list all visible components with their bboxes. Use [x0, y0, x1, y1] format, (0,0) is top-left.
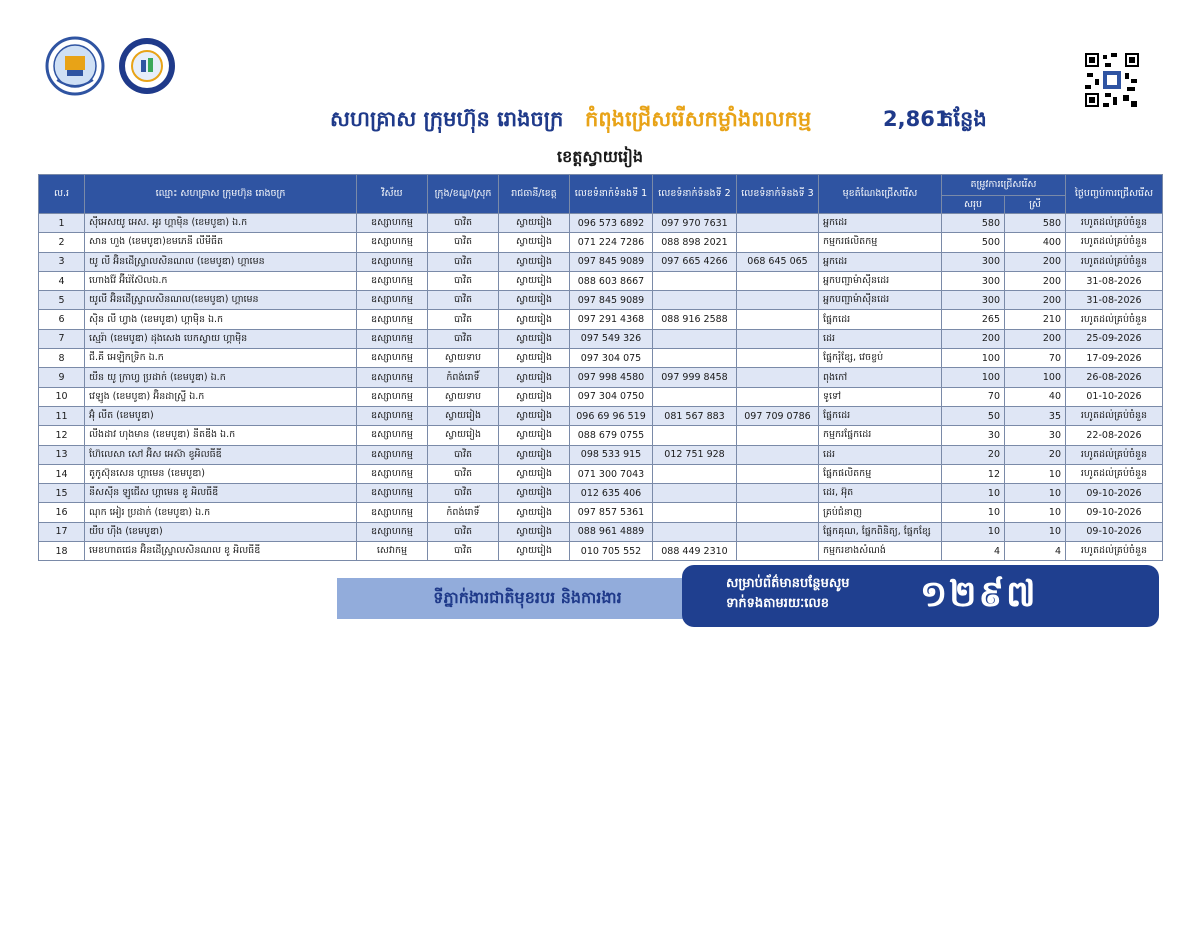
- cell-sector: ឧស្សាហកម្ម: [357, 464, 428, 483]
- cell-deadline: រហូតដល់គ្រប់ចំនួន: [1066, 542, 1163, 561]
- cell-phone2: [653, 522, 737, 541]
- title-main: សហគ្រាស ក្រុមហ៊ុន រោងចក្រ: [330, 107, 564, 131]
- cell-company: ហ៊ែលេសា សៅ អ៊ិស អេស៊ា ខូអិលធីឌី: [85, 445, 357, 464]
- col-header-district: ក្រុង/ខណ្ឌ/ស្រុក: [428, 175, 499, 214]
- cell-company: មេខហាតជេន អ៊ិនដើស្ទ្រាលសិនណល ខូ អិលធីឌី: [85, 542, 357, 561]
- cell-phone2: 097 970 7631: [653, 214, 737, 233]
- cell-phone2: 081 567 883: [653, 406, 737, 425]
- cell-phone2: [653, 349, 737, 368]
- cell-phone2: 097 665 4266: [653, 252, 737, 271]
- cell-total: 20: [942, 445, 1005, 464]
- cell-sector: ឧស្សាហកម្ម: [357, 503, 428, 522]
- cell-sector: ឧស្សាហកម្ម: [357, 329, 428, 348]
- col-header-female: ស្រី: [1005, 196, 1066, 214]
- cell-female: 30: [1005, 426, 1066, 445]
- cell-province: ស្វាយរៀង: [499, 349, 570, 368]
- cell-company: វេឡូង (ខេមបូឌា) អ៊ិនដាស្ទ្រី ឯ.ក: [85, 387, 357, 406]
- col-header-phone1: លេខទំនាក់ទំនងទី 1: [570, 175, 653, 214]
- cell-position: ពុងកៅ: [819, 368, 942, 387]
- cell-female: 580: [1005, 214, 1066, 233]
- cell-female: 210: [1005, 310, 1066, 329]
- cell-district: បាវិត: [428, 464, 499, 483]
- cell-deadline: 09-10-2026: [1066, 484, 1163, 503]
- cell-phone3: [737, 445, 819, 464]
- cell-company: យូលី អ៊ិនដើស្ទ្រាលសិនណល(ខេមបូឌា) ហ្គាមេន: [85, 291, 357, 310]
- table-row: [39, 291, 1163, 310]
- cell-phone3: [737, 542, 819, 561]
- cell-phone2: [653, 426, 737, 445]
- cell-company: ស៊ីអេសយូ អេស. អូរ ហ្គាម៉ិន (ខេមបូឌា) ឯ.ក: [85, 214, 357, 233]
- table-row: [39, 464, 1163, 483]
- cell-phone2: [653, 484, 737, 503]
- cell-phone1: 097 304 0750: [570, 387, 653, 406]
- col-header-phone2: លេខទំនាក់ទំនងទី 2: [653, 175, 737, 214]
- table-row: [39, 522, 1163, 541]
- cell-sector: ឧស្សាហកម្ម: [357, 310, 428, 329]
- cell-no: 14: [39, 464, 85, 483]
- col-header-deadline: ថ្ងៃបញ្ចប់ការជ្រើសរើស: [1066, 175, 1163, 214]
- cell-female: 200: [1005, 329, 1066, 348]
- cell-sector: ឧស្សាហកម្ម: [357, 484, 428, 503]
- cell-district: កំពង់រោទិ៍: [428, 503, 499, 522]
- cell-province: ស្វាយរៀង: [499, 233, 570, 252]
- cell-phone3: 068 645 065: [737, 252, 819, 271]
- cell-province: ស្វាយរៀង: [499, 310, 570, 329]
- cell-deadline: រហូតដល់គ្រប់ចំនួន: [1066, 252, 1163, 271]
- cell-female: 20: [1005, 445, 1066, 464]
- cell-province: ស្វាយរៀង: [499, 522, 570, 541]
- cell-company: ស៊ិន លី ហ្វាង (ខេមបូឌា) ហ្គាម៉ិន ឯ.ក: [85, 310, 357, 329]
- hotline-text-line1: សម្រាប់ព័ត៌មានបន្ថែមសូម: [726, 576, 850, 591]
- cell-phone1: 071 224 7286: [570, 233, 653, 252]
- table-row: [39, 406, 1163, 425]
- cell-sector: សេវាកម្ម: [357, 542, 428, 561]
- cell-no: 12: [39, 426, 85, 445]
- cell-no: 10: [39, 387, 85, 406]
- cell-position: ផ្នែករុំខ្សែ, វេចខ្ចប់: [819, 349, 942, 368]
- cell-province: ស្វាយរៀង: [499, 406, 570, 425]
- cell-position: ដេរ: [819, 329, 942, 348]
- cell-phone2: 012 751 928: [653, 445, 737, 464]
- table-row: [39, 542, 1163, 561]
- cell-phone3: [737, 291, 819, 310]
- cell-district: បាវិត: [428, 271, 499, 290]
- cell-phone3: [737, 522, 819, 541]
- cell-position: ផ្នែកផលិតកម្ម: [819, 464, 942, 483]
- cell-deadline: 25-09-2026: [1066, 329, 1163, 348]
- page-title: [0, 104, 1200, 138]
- cell-position: ផ្នែកគុណ, ផ្នែកពិនិត្យ, ផ្នែកខ្សែ: [819, 522, 942, 541]
- table-row: [39, 426, 1163, 445]
- qr-code-icon[interactable]: [1083, 51, 1141, 109]
- cell-position: កម្មករផលិតកម្ម: [819, 233, 942, 252]
- table-row: [39, 368, 1163, 387]
- cell-phone3: [737, 349, 819, 368]
- cell-phone3: [737, 271, 819, 290]
- cell-total: 300: [942, 252, 1005, 271]
- cell-position: គ្រប់ជំនាញ: [819, 503, 942, 522]
- cell-district: ស្វាយទាប: [428, 387, 499, 406]
- cell-deadline: រហូតដល់គ្រប់ចំនួន: [1066, 445, 1163, 464]
- cell-phone1: 097 998 4580: [570, 368, 653, 387]
- cell-deadline: 09-10-2026: [1066, 522, 1163, 541]
- table-row: [39, 484, 1163, 503]
- cell-phone3: [737, 329, 819, 348]
- cell-phone2: 097 999 8458: [653, 368, 737, 387]
- cell-no: 15: [39, 484, 85, 503]
- cell-phone3: [737, 464, 819, 483]
- cell-company: សាន ហួង (ខេមបូឌា)ខមភេនី លីមីធីត: [85, 233, 357, 252]
- cell-female: 40: [1005, 387, 1066, 406]
- cell-position: កម្មករខាងសំណង់: [819, 542, 942, 561]
- cell-deadline: 01-10-2026: [1066, 387, 1163, 406]
- cell-sector: ឧស្សាហកម្ម: [357, 233, 428, 252]
- cell-phone1: 096 573 6892: [570, 214, 653, 233]
- cell-phone3: [737, 387, 819, 406]
- cell-phone3: [737, 214, 819, 233]
- cell-deadline: រហូតដល់គ្រប់ចំនួន: [1066, 233, 1163, 252]
- cell-female: 10: [1005, 484, 1066, 503]
- cell-phone3: 097 709 0786: [737, 406, 819, 425]
- cell-total: 200: [942, 329, 1005, 348]
- cell-female: 200: [1005, 252, 1066, 271]
- cell-province: ស្វាយរៀង: [499, 464, 570, 483]
- cell-phone1: 098 533 915: [570, 445, 653, 464]
- cell-no: 18: [39, 542, 85, 561]
- cell-district: ស្វាយរៀង: [428, 426, 499, 445]
- cell-district: ស្វាយរៀង: [428, 406, 499, 425]
- cell-district: បាវិត: [428, 445, 499, 464]
- cell-total: 300: [942, 271, 1005, 290]
- table-row: [39, 233, 1163, 252]
- cell-phone2: [653, 503, 737, 522]
- cell-sector: ឧស្សាហកម្ម: [357, 349, 428, 368]
- cell-female: 100: [1005, 368, 1066, 387]
- cell-total: 265: [942, 310, 1005, 329]
- cell-position: ទូទៅ: [819, 387, 942, 406]
- cell-sector: ឧស្សាហកម្ម: [357, 214, 428, 233]
- col-header-no: ល.រ: [39, 175, 85, 214]
- cell-province: ស្វាយរៀង: [499, 542, 570, 561]
- cell-phone2: [653, 464, 737, 483]
- cell-deadline: រហូតដល់គ្រប់ចំនួន: [1066, 406, 1163, 425]
- cell-female: 10: [1005, 464, 1066, 483]
- cell-position: កម្មករផ្នែកដេរ: [819, 426, 942, 445]
- table-row: [39, 214, 1163, 233]
- cell-deadline: 17-09-2026: [1066, 349, 1163, 368]
- cell-phone2: 088 898 2021: [653, 233, 737, 252]
- cell-phone1: 088 961 4889: [570, 522, 653, 541]
- cell-phone1: 097 304 075: [570, 349, 653, 368]
- cell-company: យីប ហ៊ីង (ខេមបូឌា): [85, 522, 357, 541]
- cell-deadline: រហូតដល់គ្រប់ចំនួន: [1066, 310, 1163, 329]
- cell-phone1: 097 549 326: [570, 329, 653, 348]
- cell-company: ជី.គី អេឡិកទ្រិក ឯ.ក: [85, 349, 357, 368]
- cell-sector: ឧស្សាហកម្ម: [357, 271, 428, 290]
- cell-phone3: [737, 426, 819, 445]
- cell-province: ស្វាយរៀង: [499, 387, 570, 406]
- cell-phone1: 097 845 9089: [570, 252, 653, 271]
- cell-total: 100: [942, 368, 1005, 387]
- cell-province: ស្វាយរៀង: [499, 484, 570, 503]
- cell-total: 4: [942, 542, 1005, 561]
- cell-sector: ឧស្សាហកម្ម: [357, 522, 428, 541]
- cell-no: 13: [39, 445, 85, 464]
- cell-district: បាវិត: [428, 329, 499, 348]
- cell-sector: ឧស្សាហកម្ម: [357, 368, 428, 387]
- cell-sector: ឧស្សាហកម្ម: [357, 291, 428, 310]
- cell-no: 8: [39, 349, 85, 368]
- cell-no: 16: [39, 503, 85, 522]
- job-vacancy-table: [38, 174, 1163, 561]
- cell-phone3: [737, 233, 819, 252]
- cell-company: ណុក អៀរ ប្រដាក់ (ខេមបូឌា) ឯ.ក: [85, 503, 357, 522]
- cell-district: បាវិត: [428, 484, 499, 503]
- cell-total: 10: [942, 522, 1005, 541]
- hotline-text-line2: ទាក់ទងតាមរយៈលេខ: [726, 596, 829, 611]
- table-row: [39, 310, 1163, 329]
- title-recruiting: កំពុងជ្រើសរើសកម្លាំងពលកម្ម: [585, 107, 812, 131]
- cell-province: ស្វាយរៀង: [499, 329, 570, 348]
- cell-no: 2: [39, 233, 85, 252]
- cell-phone3: [737, 484, 819, 503]
- cell-female: 35: [1005, 406, 1066, 425]
- cell-district: បាវិត: [428, 310, 499, 329]
- cell-province: ស្វាយរៀង: [499, 214, 570, 233]
- cell-phone1: 088 603 8667: [570, 271, 653, 290]
- cell-phone2: [653, 387, 737, 406]
- cell-phone2: 088 449 2310: [653, 542, 737, 561]
- cell-total: 100: [942, 349, 1005, 368]
- cell-company: តូកូស៊ុនសេន ហ្គាមេន (ខេមបូឌា): [85, 464, 357, 483]
- cell-deadline: 26-08-2026: [1066, 368, 1163, 387]
- province-heading: ខេត្តស្វាយរៀង: [556, 147, 643, 166]
- cell-deadline: 09-10-2026: [1066, 503, 1163, 522]
- cell-district: បាវិត: [428, 214, 499, 233]
- agency-name: ទីភ្នាក់ងារជាតិមុខរបរ និងការងារ: [433, 587, 622, 607]
- cell-total: 12: [942, 464, 1005, 483]
- cell-deadline: 31-08-2026: [1066, 271, 1163, 290]
- cell-position: ផ្នែកដេរ: [819, 406, 942, 425]
- cell-sector: ឧស្សាហកម្ម: [357, 252, 428, 271]
- cell-no: 9: [39, 368, 85, 387]
- cell-district: បាវិត: [428, 291, 499, 310]
- cell-sector: ឧស្សាហកម្ម: [357, 426, 428, 445]
- cell-district: ស្វាយទាប: [428, 349, 499, 368]
- cell-phone1: 071 300 7043: [570, 464, 653, 483]
- cell-phone1: 097 291 4368: [570, 310, 653, 329]
- cell-company: យូ លី អ៊ិនដើស្ទ្រាលសិនណល (ខេមបូឌា) ហ្គាមេន: [85, 252, 357, 271]
- cell-company: ស្មេរ៉ា (ខេមបូឌា) ដុងសេង បេកស្វាយ ហ្គាម៉ិន: [85, 329, 357, 348]
- table-row: [39, 271, 1163, 290]
- cell-no: 6: [39, 310, 85, 329]
- cell-province: ស្វាយរៀង: [499, 368, 570, 387]
- cell-total: 580: [942, 214, 1005, 233]
- cell-deadline: 31-08-2026: [1066, 291, 1163, 310]
- cell-phone1: 088 679 0755: [570, 426, 653, 445]
- cell-position: ដេរ: [819, 445, 942, 464]
- title-count: 2,861: [883, 107, 950, 131]
- cell-female: 4: [1005, 542, 1066, 561]
- cell-phone1: 097 857 5361: [570, 503, 653, 522]
- table-row: [39, 329, 1163, 348]
- cell-province: ស្វាយរៀង: [499, 271, 570, 290]
- table-row: [39, 445, 1163, 464]
- cell-position: អ្នកបញ្ជាម៉ាស៊ីនដេរ: [819, 271, 942, 290]
- cell-phone1: 097 845 9089: [570, 291, 653, 310]
- cell-sector: ឧស្សាហកម្ម: [357, 387, 428, 406]
- cell-province: ស្វាយរៀង: [499, 426, 570, 445]
- cell-province: ស្វាយរៀង: [499, 291, 570, 310]
- cell-phone1: 096 69 96 519: [570, 406, 653, 425]
- cell-no: 7: [39, 329, 85, 348]
- agency-seal-icon: [117, 36, 177, 96]
- cell-phone3: [737, 503, 819, 522]
- col-header-sector: វិស័យ: [357, 175, 428, 214]
- cell-sector: ឧស្សាហកម្ម: [357, 406, 428, 425]
- cell-phone3: [737, 368, 819, 387]
- cell-phone2: [653, 291, 737, 310]
- cell-no: 17: [39, 522, 85, 541]
- hotline-number[interactable]: ១២៩៧: [920, 574, 1038, 615]
- cell-position: អ្នកដេរ: [819, 252, 942, 271]
- cell-company: នីសស៊ីន ឡូជើស ហ្គាមេន ខូ អិលធីឌី: [85, 484, 357, 503]
- cell-female: 70: [1005, 349, 1066, 368]
- col-header-phone3: លេខទំនាក់ទំនងទី 3: [737, 175, 819, 214]
- cell-female: 400: [1005, 233, 1066, 252]
- table-row: [39, 387, 1163, 406]
- cell-no: 5: [39, 291, 85, 310]
- table-row: [39, 503, 1163, 522]
- cell-company: អ៊ុំ លីត (ខេមបូឌា): [85, 406, 357, 425]
- cell-company: យីន យូ ក្រាហ្វ ប្រដាក់ (ខេមបូឌា) ឯ.ក: [85, 368, 357, 387]
- cell-district: បាវិត: [428, 522, 499, 541]
- cell-no: 11: [39, 406, 85, 425]
- cell-no: 4: [39, 271, 85, 290]
- cell-phone1: 012 635 406: [570, 484, 653, 503]
- cell-district: បាវិត: [428, 252, 499, 271]
- cell-district: បាវិត: [428, 233, 499, 252]
- agency-banner: [337, 578, 718, 619]
- col-header-demand: តម្រូវការជ្រើសរើស: [942, 175, 1066, 196]
- col-header-position: មុខតំណែងជ្រើសរើស: [819, 175, 942, 214]
- cell-province: ស្វាយរៀង: [499, 503, 570, 522]
- cell-district: កំពង់រោទិ៍: [428, 368, 499, 387]
- cell-deadline: រហូតដល់គ្រប់ចំនួន: [1066, 464, 1163, 483]
- cell-female: 10: [1005, 503, 1066, 522]
- cell-total: 50: [942, 406, 1005, 425]
- cell-total: 10: [942, 484, 1005, 503]
- cell-position: ផ្នែកដេរ: [819, 310, 942, 329]
- cell-total: 30: [942, 426, 1005, 445]
- cell-total: 300: [942, 291, 1005, 310]
- cell-position: ដេរ, អ៊ុត: [819, 484, 942, 503]
- cell-company: លីងដាវ ហុងមាន (ខេមបូឌា) នីតឌីង ឯ.ក: [85, 426, 357, 445]
- cell-no: 3: [39, 252, 85, 271]
- cell-phone2: [653, 271, 737, 290]
- cell-deadline: រហូតដល់គ្រប់ចំនួន: [1066, 214, 1163, 233]
- cell-phone1: 010 705 552: [570, 542, 653, 561]
- col-header-total: សរុប: [942, 196, 1005, 214]
- cell-no: 1: [39, 214, 85, 233]
- table-row: [39, 252, 1163, 271]
- cell-total: 500: [942, 233, 1005, 252]
- cell-position: អ្នកដេរ: [819, 214, 942, 233]
- cell-company: ហោងវ៉ែ អ៊ីរ៉េស៊ែលឯ.ក: [85, 271, 357, 290]
- cell-district: បាវិត: [428, 542, 499, 561]
- cell-female: 200: [1005, 291, 1066, 310]
- table-row: [39, 349, 1163, 368]
- col-header-province: រាជធានី/ខេត្ត: [499, 175, 570, 214]
- cell-deadline: 22-08-2026: [1066, 426, 1163, 445]
- col-header-company: ឈ្មោះ សហគ្រាស ក្រុមហ៊ុន រោងចក្រ: [85, 175, 357, 214]
- cell-sector: ឧស្សាហកម្ម: [357, 445, 428, 464]
- cell-total: 70: [942, 387, 1005, 406]
- title-unit: កន្លែង: [940, 107, 987, 131]
- cell-female: 10: [1005, 522, 1066, 541]
- cell-phone2: [653, 329, 737, 348]
- cell-position: អ្នកបញ្ជាម៉ាស៊ីនដេរ: [819, 291, 942, 310]
- hotline-banner[interactable]: [682, 565, 1159, 627]
- cell-phone3: [737, 310, 819, 329]
- cell-total: 10: [942, 503, 1005, 522]
- ministry-seal-icon: [45, 36, 105, 96]
- cell-province: ស្វាយរៀង: [499, 445, 570, 464]
- cell-phone2: 088 916 2588: [653, 310, 737, 329]
- cell-province: ស្វាយរៀង: [499, 252, 570, 271]
- cell-female: 200: [1005, 271, 1066, 290]
